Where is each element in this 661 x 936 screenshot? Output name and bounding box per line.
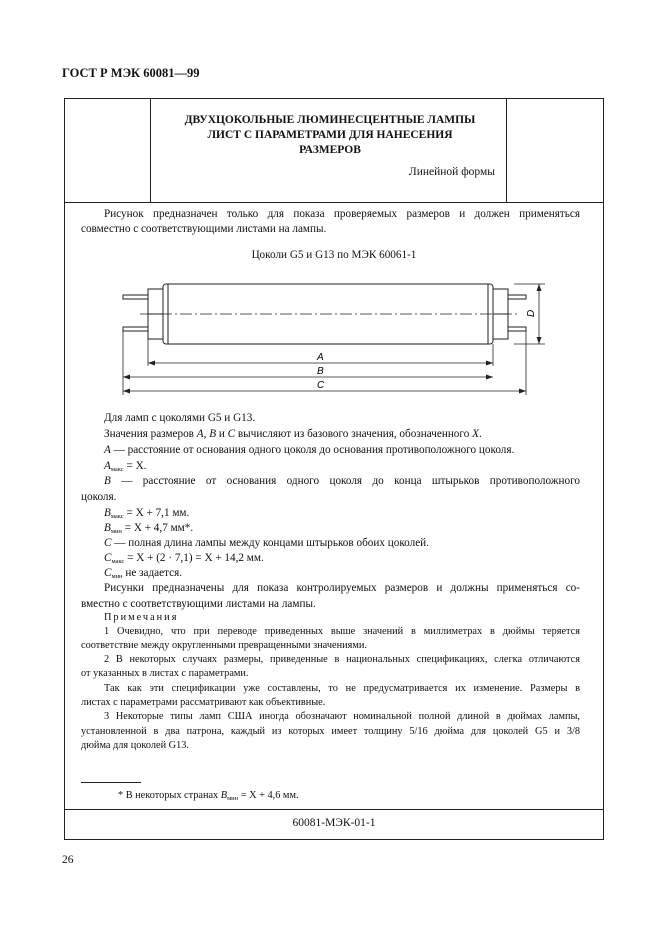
note-2b-line-1: Так как эти спецификации уже составлены, то не предусматривается их изменение. Размеры в [104,683,580,694]
figure-caption: Цоколи G5 и G13 по МЭК 60061-1 [251,249,417,261]
title-subtitle: Линейной формы [408,166,495,178]
footer-top-rule [64,809,604,810]
title-line-3: РАЗМЕРОВ [299,144,361,156]
values-text: Значения размеров [104,428,197,440]
left-pin-top [123,295,148,299]
values-c: C [227,428,236,440]
note-2-line-1: 2 В некоторых случаях размеры, приведенные в национальных спецификациях, слегка отличаются [104,654,580,665]
b-definition-line-1 [104,473,580,489]
note-3-line-2: установленной в два патрона, каждый из которых имеет толщину 5/16 дюйма для цоколей G5 и 3/8 [81,726,580,737]
note-3-line-3: дюйма для цоколей G13. [81,740,189,751]
b-min-subscript: мин [110,528,122,535]
title-line-1: ДВУХЦОКОЛЬНЫЕ ЛЮМИНЕСЦЕНТНЫЕ ЛАМПЫ [184,114,476,126]
footnote-symbol: B [220,790,228,801]
footnote-subscript: мин [227,795,239,802]
dimension-c-label: C [317,380,325,391]
c-text: — полная длина лампы между концами штырьков обоих цоколей. [111,537,429,549]
footnote-text: * В некоторых странах [118,790,221,801]
c-min-subscript: мин [111,573,123,580]
page-number: 26 [62,854,74,866]
b-max-symbol: B [104,507,111,519]
footnote [118,790,299,802]
a-max-subscript: макс [110,466,124,473]
c-max-symbol: C [104,552,112,564]
values-line [104,426,580,442]
final-line-1: Рисунки предназначены для показа контролируемых размеров и должны применяться со- [104,582,580,594]
left-pin-bottom [123,327,148,331]
title-line-2: ЛИСТ С ПАРАМЕТРАМИ ДЛЯ НАНЕСЕНИЯ [207,129,453,141]
b-symbol: B [104,475,111,487]
values-b: B [209,428,217,440]
b-min-expr: = X + 4,7 мм*. [121,522,194,534]
values-sep-2: и [216,428,228,440]
final-line-2: вместно с соответствующими листами на лампы. [81,598,316,610]
c-definition [104,535,580,551]
dimension-a-label: A [317,352,324,363]
footnote-expr: = X + 4,6 мм. [238,790,299,801]
right-pin-bottom [508,327,526,331]
sheet-code: 60081-МЭК-01-1 [292,817,376,829]
values-end: . [478,428,482,440]
a-text: — расстояние от основания одного цоколя до основания противоположного цоколя. [110,444,515,456]
a-max-symbol: A [104,460,111,472]
a-symbol: A [104,444,111,456]
title-bottom-rule [64,202,604,203]
footnote-rule [81,782,141,783]
note-1-line-2: соответствие между округленными превращенными значениями. [81,640,367,651]
values-sep-1: , [203,428,210,440]
notes-heading: Примечания [104,612,179,623]
note-2b-line-2: листах с параметрами рассматривают как объективные. [81,697,326,708]
standard-header: ГОСТ Р МЭК 60081—99 [62,66,200,80]
values-a: A [196,428,204,440]
lamp-drawing [100,270,560,410]
intro-line-2: совместно с соответствующими листами на лампы. [81,223,327,235]
b-max-expr: = X + 7,1 мм. [123,507,190,519]
b-text-1: — расстояние от основания одного цоколя до конца штырьков противоположного [121,475,581,487]
intro-line-1: Рисунок предназначен только для показа проверяемых размеров и должен применяться [104,208,580,220]
b-definition-line-2: цоколя. [81,491,117,503]
c-min-symbol: C [104,567,112,579]
a-definition [104,442,580,458]
caps-line: Для ламп с цоколями G5 и G13. [104,412,256,424]
dimension-b-label: B [317,366,324,377]
b-min-symbol: B [104,522,111,534]
values-x: X [472,428,479,440]
c-max-expr: = X + (2 · 7,1) = X + 14,2 мм. [124,552,264,564]
note-2-line-2: от указанных в листах с параметрами. [81,668,249,679]
b-max-subscript: макс [110,513,124,520]
note-1-line-1: 1 Очевидно, что при переводе приведенных выше значений в миллиметрах в дюймы теряется [104,626,580,637]
title-block [150,113,510,158]
c-symbol: C [104,537,112,549]
c-max-subscript: макс [111,558,125,565]
right-pin-top [508,295,526,299]
note-3-line-1: 3 Некоторые типы ламп США иногда обозначают номинальной полной длиной в дюймах лампы, [104,711,580,722]
a-max-expr: = X. [123,460,147,472]
c-min-expr: не задается. [122,567,183,579]
values-mid: вычисляют из базового значения, обозначенного [235,428,473,440]
dimension-d-label: D [526,309,537,317]
